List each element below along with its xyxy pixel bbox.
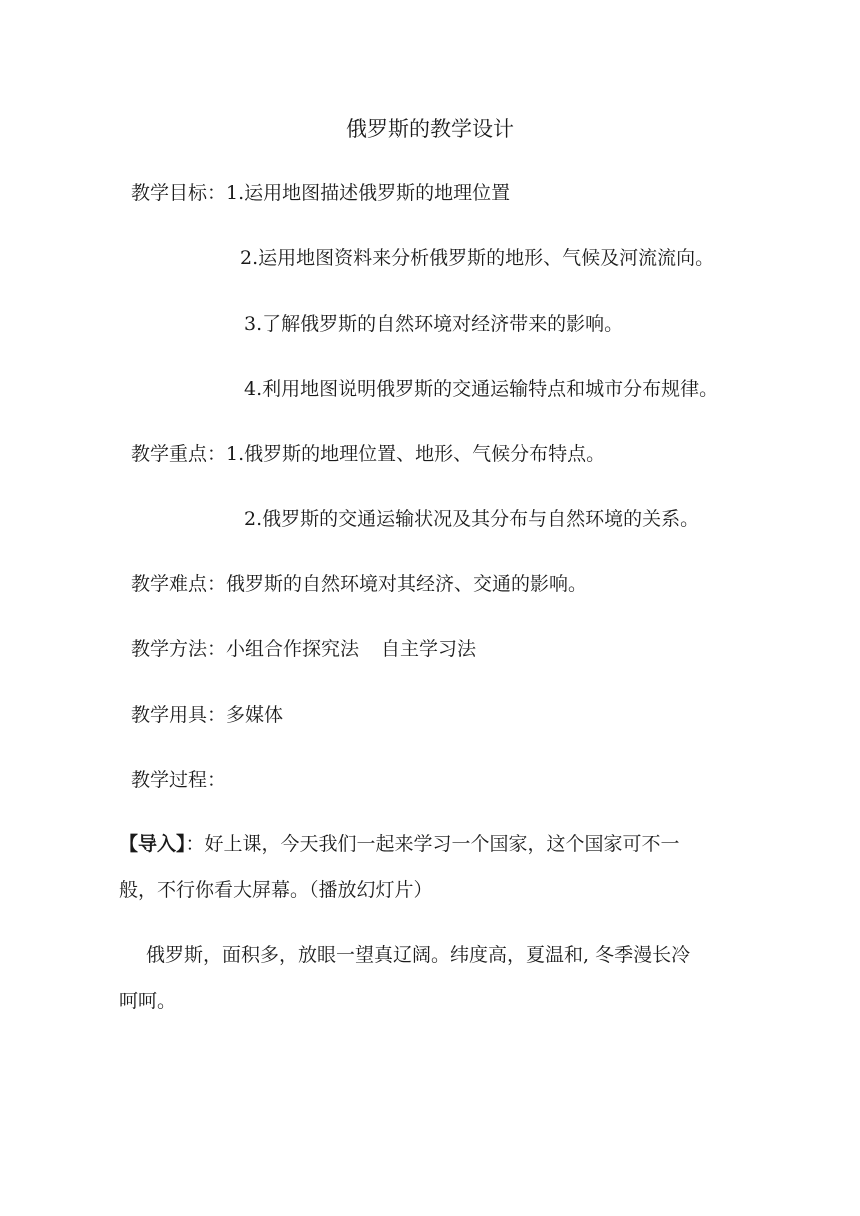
objective-item-2: 2.运用地图资料来分析俄罗斯的地形、气候及河流流向。	[240, 247, 715, 269]
objective-item-1: 1.运用地图描述俄罗斯的地理位置	[226, 182, 511, 204]
tools-text: 多媒体	[226, 704, 284, 726]
objective-item-3: 3.了解俄罗斯的自然环境对经济带来的影响。	[244, 313, 624, 335]
difficulty-line	[131, 572, 587, 596]
process-label: 教学过程：	[131, 769, 227, 791]
objectives-label: 教学目标：	[131, 182, 227, 204]
method-2: 自主学习法	[381, 638, 477, 660]
intro-text-2: 般，不行你看大屏幕。（播放幻灯片）	[119, 879, 433, 901]
objectives-line-1	[131, 181, 510, 205]
methods-label: 教学方法：	[131, 638, 227, 660]
methods-line	[131, 637, 476, 661]
key-points-label: 教学重点：	[131, 443, 227, 465]
key-point-item-2: 2.俄罗斯的交通运输状况及其分布与自然环境的关系。	[244, 508, 700, 530]
method-1: 小组合作探究法	[226, 638, 360, 660]
objective-item-4: 4.利用地图说明俄罗斯的交通运输特点和城市分布规律。	[244, 378, 719, 400]
document-title: 俄罗斯的教学设计	[346, 117, 514, 141]
key-point-item-1: 1.俄罗斯的地理位置、地形、气候分布特点。	[226, 443, 606, 465]
poem-line-1: 俄罗斯，面积多，放眼一望真辽阔。纬度高，夏温和, 冬季漫长冷	[146, 944, 691, 966]
intro-line-1	[119, 832, 680, 856]
tools-label: 教学用具：	[131, 704, 227, 726]
key-points-line-1	[131, 442, 605, 466]
difficulty-label: 教学难点：	[131, 573, 227, 595]
intro-text-1: ：好上课，今天我们一起来学习一个国家，这个国家可不一	[185, 833, 680, 855]
intro-label: 【导入】	[119, 833, 186, 855]
poem-line-2: 呵呵。	[119, 990, 177, 1012]
tools-line	[131, 703, 283, 727]
difficulty-text: 俄罗斯的自然环境对其经济、交通的影响。	[226, 573, 588, 595]
